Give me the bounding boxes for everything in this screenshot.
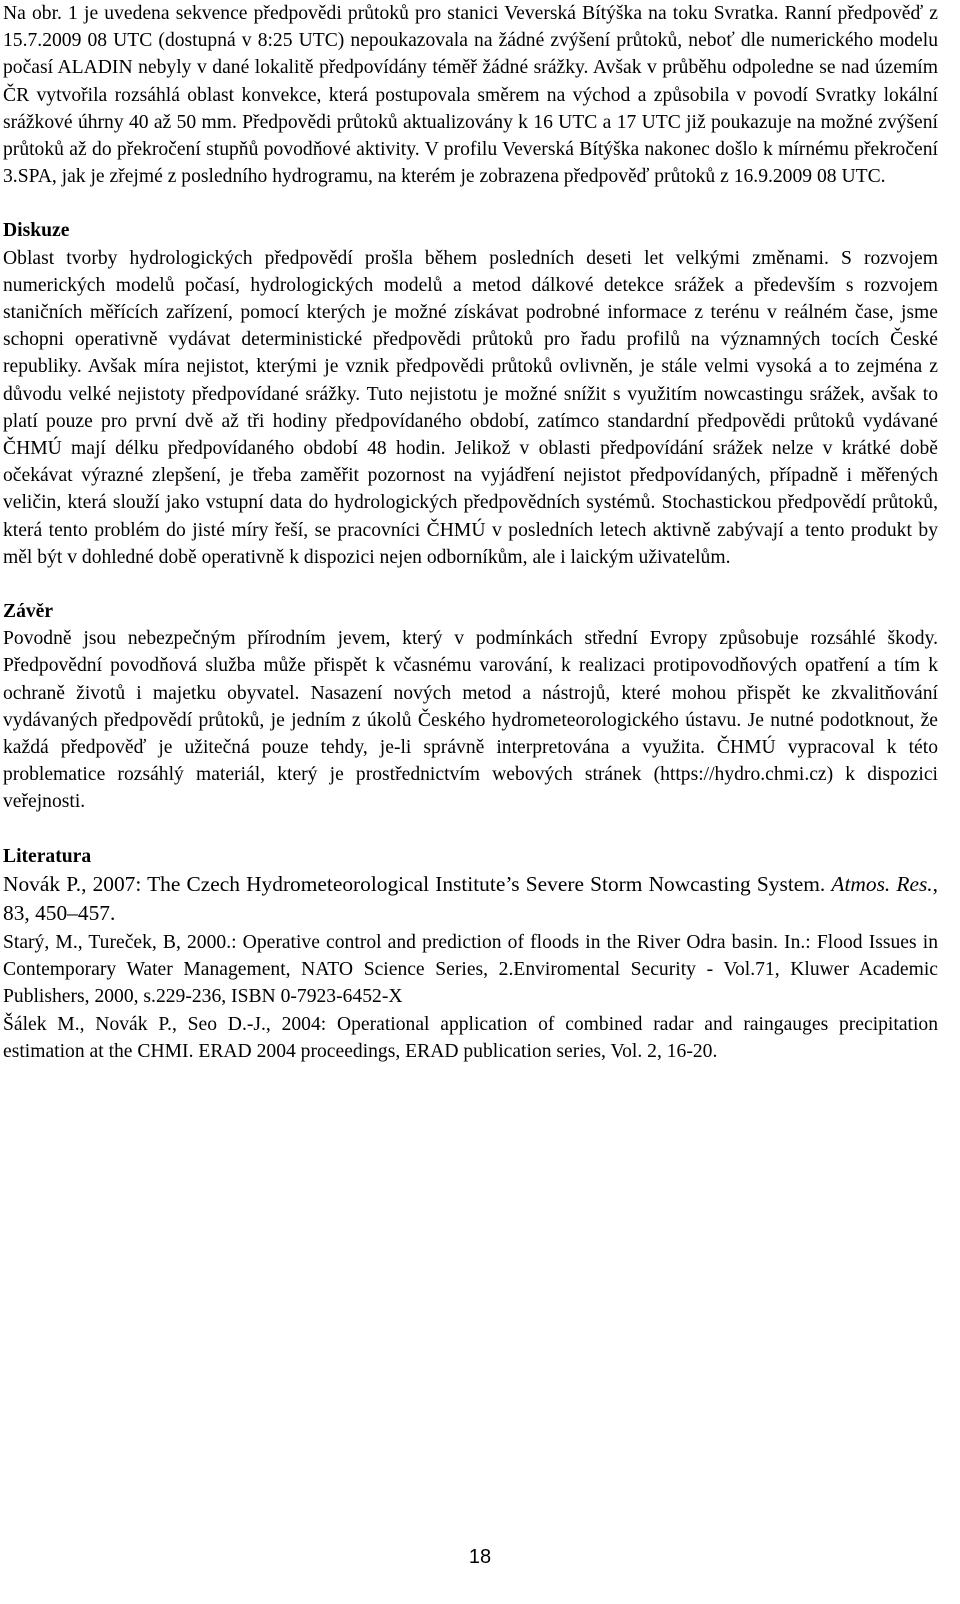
page-content <box>3 0 938 1065</box>
reference-text: , 83, 450–457. <box>3 871 939 926</box>
section-spacer <box>3 571 938 598</box>
discussion-heading: Diskuze <box>3 220 70 242</box>
conclusion-heading: Závěr <box>3 601 54 623</box>
discussion-paragraph: Oblast tvorby hydrologických předpovědí prošla během posledních deseti let velkými změnami. S rozvojem numerických modelů počasí, hydrologických modelů a metod dálkové detekce srážek a především s rozvojem staničních měřících zařízení, pomocí kterých je možné získávat podrobné informace z terénu v reálném čase, jsme schopni operativně vydávat deterministické předpovědi průtoků pro řadu profilů na významných tocích České republiky. Avšak míra nejistot, kterými je vznik předpovědi průtoků ovlivněn, je stále velmi vysoká a to zejména z důvodu velké nejistoty předpovídané srážky. Tuto nejistotu je možné snížit s využitím nowcastingu srážek, avšak to platí pouze pro první dvě až tři hodiny předpovídaného období, zatímco standardní předpovědi průtoků vydávané ČHMÚ mají délku předpovídaného období 48 hodin. Jelikož v oblasti předpovídání srážek nelze v krátké době očekávat výrazné zlepšení, je třeba zaměřit pozornost na vyjádření nejistot předpovídaných, případně i měřených veličin, která slouží jako vstupní data do hydrologických předpovědních systémů. Stochastickou předpovědí průtoků, která tento problém do jisté míry řeší, se pracovníci ČHMÚ v posledních letech aktivně zabývají a tento produkt by měl být v dohledné době operativně k dispozici nejen odborníkům, ale i laickým uživatelům. <box>3 247 938 568</box>
reference-journal: Atmos. Res. <box>831 871 933 896</box>
section-spacer <box>3 816 938 843</box>
intro-paragraph: Na obr. 1 je uvedena sekvence předpovědi průtoků pro stanici Veverská Bítýška na toku Svratka. Ranní předpověď z 15.7.2009 08 UTC (dostupná v 8:25 UTC) nepoukazovala na žádné zvýšení průtoků, neboť dle numerického modelu počasí ALADIN nebyly v dané lokalitě předpovídány téměř žádné srážky. Avšak v průběhu odpoledne se nad územím ČR vytvořila rozsáhlá oblast konvekce, která postupovala směrem na východ a způsobila v povodí Svratky lokální srážkové úhrny 40 až 50 mm. Předpovědi průtoků aktualizovány k 16 UTC a 17 UTC již poukazuje na možné zvýšení průtoků až do překročení stupňů povodňové aktivity. V profilu Veverská Bítýška nakonec došlo k mírnému překročení 3.SPA, jak je zřejmé z posledního hydrogramu, na kterém je zobrazena předpověď průtoků z 16.9.2009 08 UTC. <box>3 3 938 188</box>
reference-item: Starý, M., Tureček, B, 2000.: Operative control and prediction of floods in the River Odra basin. In.: Flood Issues in Contemporary Water Management, NATO Science Series, 2.Enviromental Security - Vol.71, Kluwer Academic Publishers, 2000, s.229-236, ISBN 0-7923-6452-X <box>3 932 938 1008</box>
reference-item: Šálek M., Novák P., Seo D.-J., 2004: Operational application of combined radar and raingauges precipitation estimation at the CHMI. ERAD 2004 proceedings, ERAD publication series, Vol. 2, 16-20. <box>3 1013 938 1062</box>
section-spacer <box>3 190 938 217</box>
page-number: 18 <box>468 1546 492 1568</box>
conclusion-paragraph: Povodně jsou nebezpečným přírodním jevem, který v podmínkách střední Evropy způsobuje rozsáhlé škody. Předpovědní povodňová služba může přispět k včasnému varování, k realizaci protipovodňových opatření a tím k ochraně životů i majetku obyvatel. Nasazení nových metod a nástrojů, které mohou přispět ke zkvalitňování vydávaných předpovědí průtoků, je jedním z úkolů Českého hydrometeorologického ústavu. Je nutné podotknout, že každá předpověď je užitečná pouze tehdy, je-li správně interpretována a využita. ČHMÚ vypracoval k této problematice rozsáhlý materiál, který je prostřednictvím webových stránek (https://hydro.chmi.cz) k dispozici veřejnosti. <box>3 628 938 813</box>
literature-heading: Literatura <box>3 845 92 867</box>
reference-item <box>3 870 938 929</box>
reference-text: Novák P., 2007: The Czech Hydrometeorological Institute’s Severe Storm Nowcasting System. <box>3 871 832 896</box>
